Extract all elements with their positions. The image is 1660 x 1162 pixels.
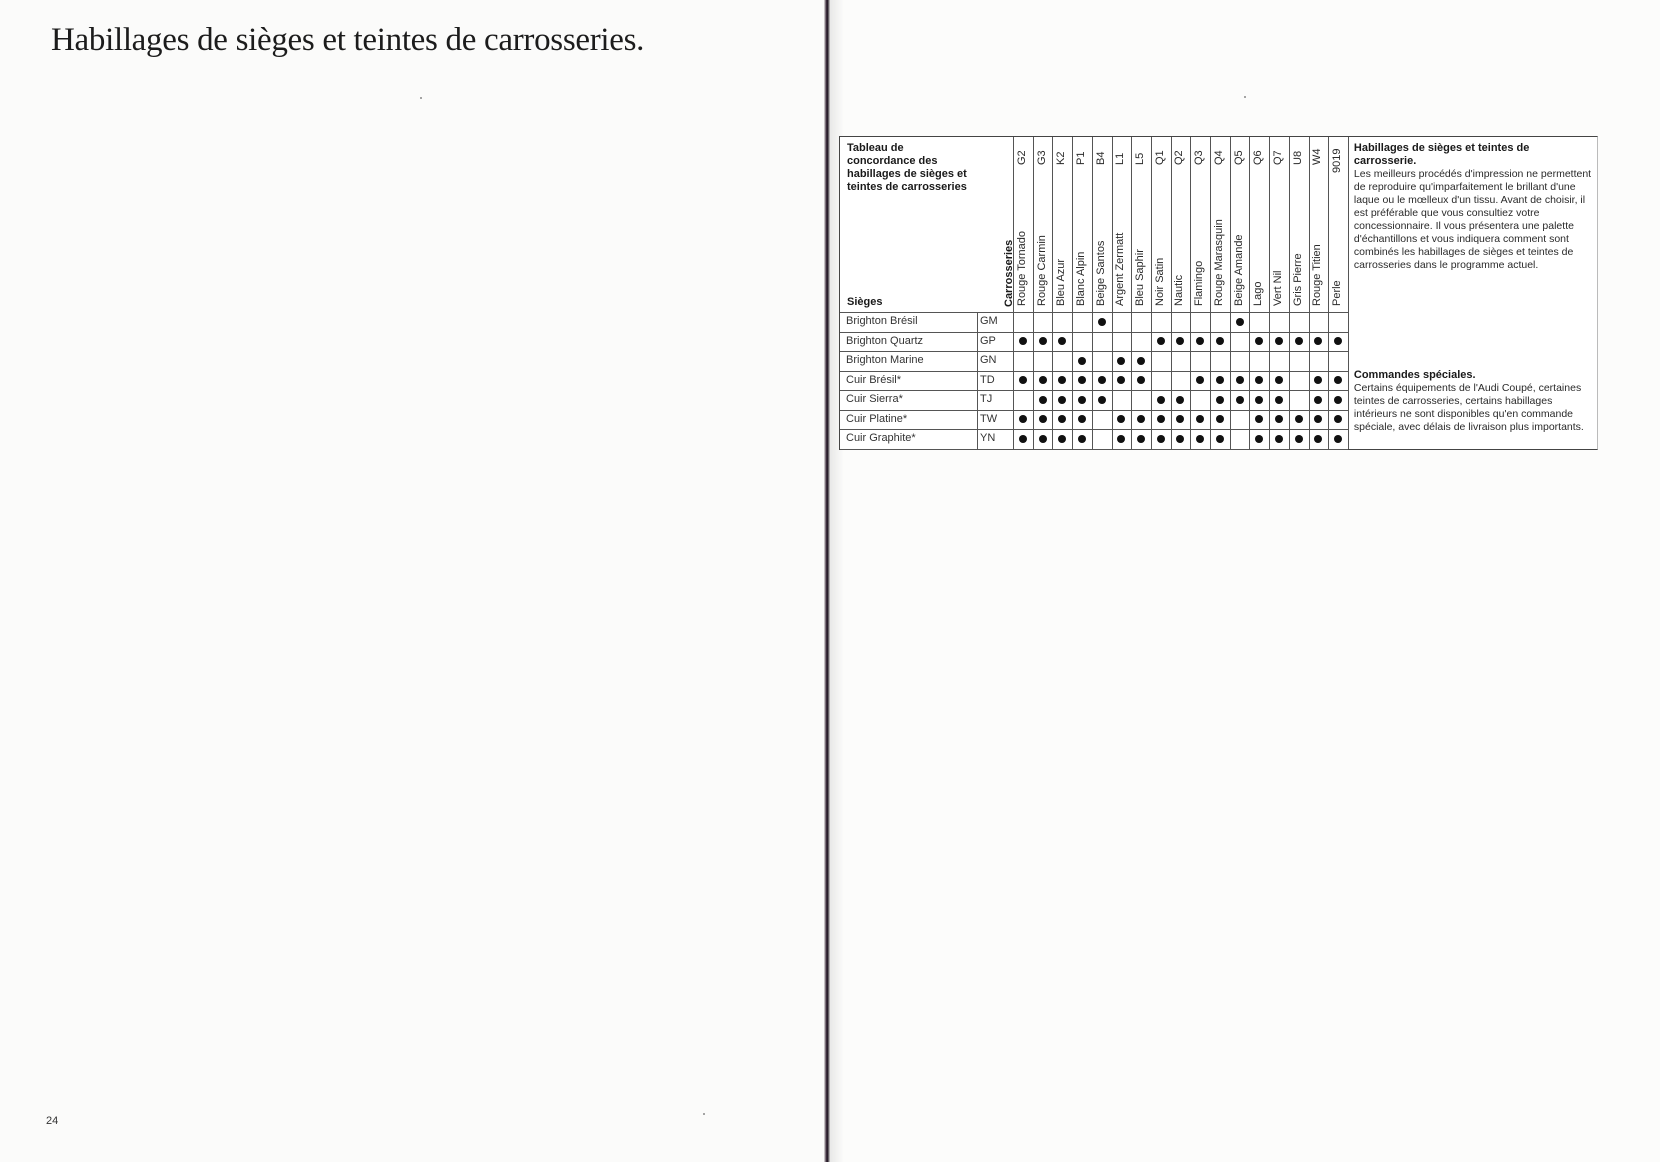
availability-dot: [1078, 376, 1086, 384]
paper-speck: [703, 1113, 705, 1115]
color-code-text: Q4: [1212, 150, 1225, 165]
availability-dot: [1314, 435, 1322, 443]
availability-dot: [1196, 435, 1204, 443]
seat-row-name: Brighton Marine: [846, 354, 924, 366]
color-name-text: Beige Amande: [1232, 234, 1245, 306]
color-name-text: Gris Pierre: [1291, 253, 1304, 306]
column-divider: [1072, 137, 1073, 449]
color-code-text: Q7: [1271, 150, 1284, 165]
column-divider: [1348, 137, 1349, 449]
color-code-text: 9019: [1331, 148, 1344, 173]
color-code-text: L5: [1134, 152, 1147, 165]
availability-dot: [1196, 337, 1204, 345]
color-name-text: Bleu Azur: [1055, 258, 1068, 306]
page-number: 24: [46, 1115, 59, 1127]
column-divider: [1112, 137, 1113, 449]
color-code-text: Q6: [1252, 150, 1265, 165]
column-divider: [1052, 137, 1053, 449]
seat-row-code: GM: [980, 315, 998, 327]
availability-dot: [1314, 337, 1322, 345]
availability-dot: [1334, 337, 1342, 345]
seat-row-name: Cuir Graphite*: [846, 432, 916, 444]
availability-dot: [1098, 318, 1106, 326]
availability-dot: [1216, 337, 1224, 345]
column-divider: [1249, 137, 1250, 449]
seat-row-name: Cuir Brésil*: [846, 373, 902, 386]
availability-dot: [1216, 396, 1224, 404]
availability-dot: [1176, 435, 1184, 443]
column-divider: [1289, 137, 1290, 449]
column-divider: [1309, 137, 1310, 449]
column-divider: [1190, 137, 1191, 449]
note-body: Les meilleurs procédés d'impression ne permettent de reproduire qu'imparfaitement le brillant d'une laque ou le mœlleux d'un tissu. Avant de choisir, il est préférable que vous consultiez votre concessionnaire. Il vous présentera une palette d'échantillons et vous indiquera comment sont combinés les habillages de sièges et teintes de carrosseries dans le programme actuel.: [1353, 168, 1592, 271]
availability-dot: [1058, 435, 1066, 443]
seat-row-code: TW: [980, 412, 998, 425]
column-divider: [1013, 137, 1014, 449]
availability-dot: [1334, 396, 1342, 404]
concordance-table: [839, 136, 1598, 450]
color-code-text: Q5: [1232, 150, 1245, 165]
availability-dot: [1058, 396, 1066, 404]
availability-dot: [1255, 337, 1263, 345]
availability-dot: [1117, 376, 1125, 384]
color-code-text: U8: [1291, 150, 1304, 165]
availability-dot: [1275, 415, 1283, 423]
color-code-text: B4: [1094, 151, 1107, 165]
column-divider: [1092, 137, 1093, 449]
availability-dot: [1039, 337, 1047, 345]
row-divider: [840, 410, 1348, 411]
left-page: [0, 0, 826, 1162]
availability-dot: [1058, 376, 1066, 384]
availability-dot: [1236, 318, 1244, 326]
color-name-text: Noir Satin: [1153, 257, 1166, 306]
color-code-text: Q2: [1173, 150, 1186, 165]
color-name-text: Blanc Alpin: [1074, 251, 1087, 306]
availability-dot: [1295, 337, 1303, 345]
availability-dot: [1117, 415, 1125, 423]
availability-dot: [1275, 396, 1283, 404]
availability-dot: [1275, 376, 1283, 384]
availability-dot: [1236, 376, 1244, 384]
availability-dot: [1078, 415, 1086, 423]
availability-dot: [1295, 435, 1303, 443]
availability-dot: [1255, 435, 1263, 443]
availability-dot: [1098, 396, 1106, 404]
color-name-text: Rouge Marasquin: [1212, 219, 1225, 306]
availability-dot: [1334, 415, 1342, 423]
column-divider: [1328, 137, 1329, 449]
availability-dot: [1157, 396, 1165, 404]
column-divider: [1131, 137, 1132, 449]
availability-dot: [1176, 337, 1184, 345]
availability-dot: [1236, 396, 1244, 404]
column-divider: [1171, 137, 1172, 449]
column-divider: [1210, 137, 1211, 449]
color-code-text: Q1: [1153, 150, 1166, 165]
table-heading: Tableau de concordance des habillages de sièges et teintes de carrosseries: [847, 142, 967, 193]
availability-dot: [1196, 376, 1204, 384]
availability-dot: [1019, 337, 1027, 345]
paper-speck: [420, 97, 422, 99]
row-divider: [840, 371, 1348, 372]
color-name-text: Nautic: [1173, 274, 1186, 306]
color-code-text: K2: [1055, 151, 1068, 165]
color-name-text: Perle: [1331, 280, 1344, 306]
seat-row-code: GP: [980, 334, 996, 347]
availability-dot: [1117, 435, 1125, 443]
seat-row-code: TJ: [980, 393, 993, 405]
availability-dot: [1314, 415, 1322, 423]
color-code-text: W4: [1311, 148, 1324, 165]
availability-dot: [1157, 435, 1165, 443]
availability-dot: [1019, 415, 1027, 423]
seat-row-code: GN: [980, 354, 997, 366]
availability-dot: [1334, 376, 1342, 384]
availability-dot: [1334, 435, 1342, 443]
availability-dot: [1039, 435, 1047, 443]
color-code-text: G3: [1035, 150, 1048, 165]
row-divider: [840, 449, 1348, 450]
color-name-text: Beige Santos: [1094, 240, 1107, 306]
availability-dot: [1078, 357, 1086, 365]
color-name-text: Rouge Carmin: [1035, 235, 1048, 306]
column-divider: [1033, 137, 1034, 449]
row-divider: [840, 429, 1348, 430]
availability-dot: [1314, 376, 1322, 384]
availability-dot: [1157, 415, 1165, 423]
availability-dot: [1314, 396, 1322, 404]
availability-dot: [1039, 396, 1047, 404]
seat-row-name: Brighton Brésil: [846, 315, 918, 327]
availability-dot: [1039, 415, 1047, 423]
availability-dot: [1137, 435, 1145, 443]
color-code-text: Q3: [1193, 150, 1206, 165]
availability-dot: [1137, 357, 1145, 365]
availability-dot: [1058, 415, 1066, 423]
availability-dot: [1216, 435, 1224, 443]
color-name-text: Rouge Titien: [1311, 244, 1324, 306]
paper-speck: [1244, 96, 1246, 98]
availability-dot: [1295, 415, 1303, 423]
seat-row-name: Brighton Quartz: [846, 334, 924, 347]
note-title: Habillages de sièges et teintes de carrosserie.: [1353, 142, 1530, 167]
color-code-text: P1: [1074, 151, 1087, 165]
color-name-text: Vert Nil: [1271, 270, 1284, 306]
color-name-text: Bleu Saphir: [1134, 249, 1147, 306]
availability-dot: [1078, 396, 1086, 404]
availability-dot: [1196, 415, 1204, 423]
availability-dot: [1019, 376, 1027, 384]
availability-dot: [1098, 376, 1106, 384]
color-name-text: Rouge Tornado: [1015, 230, 1028, 306]
seat-row-code: YN: [980, 432, 996, 444]
availability-dot: [1275, 337, 1283, 345]
availability-dot: [1216, 376, 1224, 384]
availability-dot: [1117, 357, 1125, 365]
availability-dot: [1255, 396, 1263, 404]
note-body: Certains équipements de l'Audi Coupé, certaines teintes de carrosseries, certains habillages intérieurs ne sont disponibles qu'en commande spéciale, avec délais de livraison plus importants.: [1353, 382, 1584, 433]
column-divider: [1151, 137, 1152, 449]
color-name-text: Argent Zermatt: [1114, 232, 1127, 306]
availability-dot: [1019, 435, 1027, 443]
availability-dot: [1216, 415, 1224, 423]
column-divider: [1230, 137, 1231, 449]
row-divider: [840, 390, 1348, 391]
page-title: Habillages de sièges et teintes de carrosseries.: [51, 22, 645, 58]
color-code-text: G2: [1015, 150, 1028, 165]
note-title: Commandes spéciales.: [1353, 369, 1476, 381]
availability-dot: [1137, 376, 1145, 384]
bodies-label-text: Carrosseries: [1003, 239, 1015, 307]
seats-label: Sièges: [847, 296, 883, 308]
availability-dot: [1039, 376, 1047, 384]
availability-dot: [1157, 337, 1165, 345]
seat-row-name: Cuir Sierra*: [846, 393, 903, 405]
availability-dot: [1255, 415, 1263, 423]
color-code-text: L1: [1114, 152, 1127, 165]
availability-dot: [1078, 435, 1086, 443]
availability-dot: [1058, 337, 1066, 345]
color-name-text: Lago: [1252, 281, 1265, 306]
availability-dot: [1137, 415, 1145, 423]
color-name-text: Flamingo: [1193, 260, 1206, 306]
availability-dot: [1255, 376, 1263, 384]
seat-row-code: TD: [980, 373, 995, 386]
seat-row-name: Cuir Platine*: [846, 412, 908, 425]
availability-dot: [1176, 415, 1184, 423]
column-divider: [1269, 137, 1270, 449]
availability-dot: [1176, 396, 1184, 404]
availability-dot: [1275, 435, 1283, 443]
